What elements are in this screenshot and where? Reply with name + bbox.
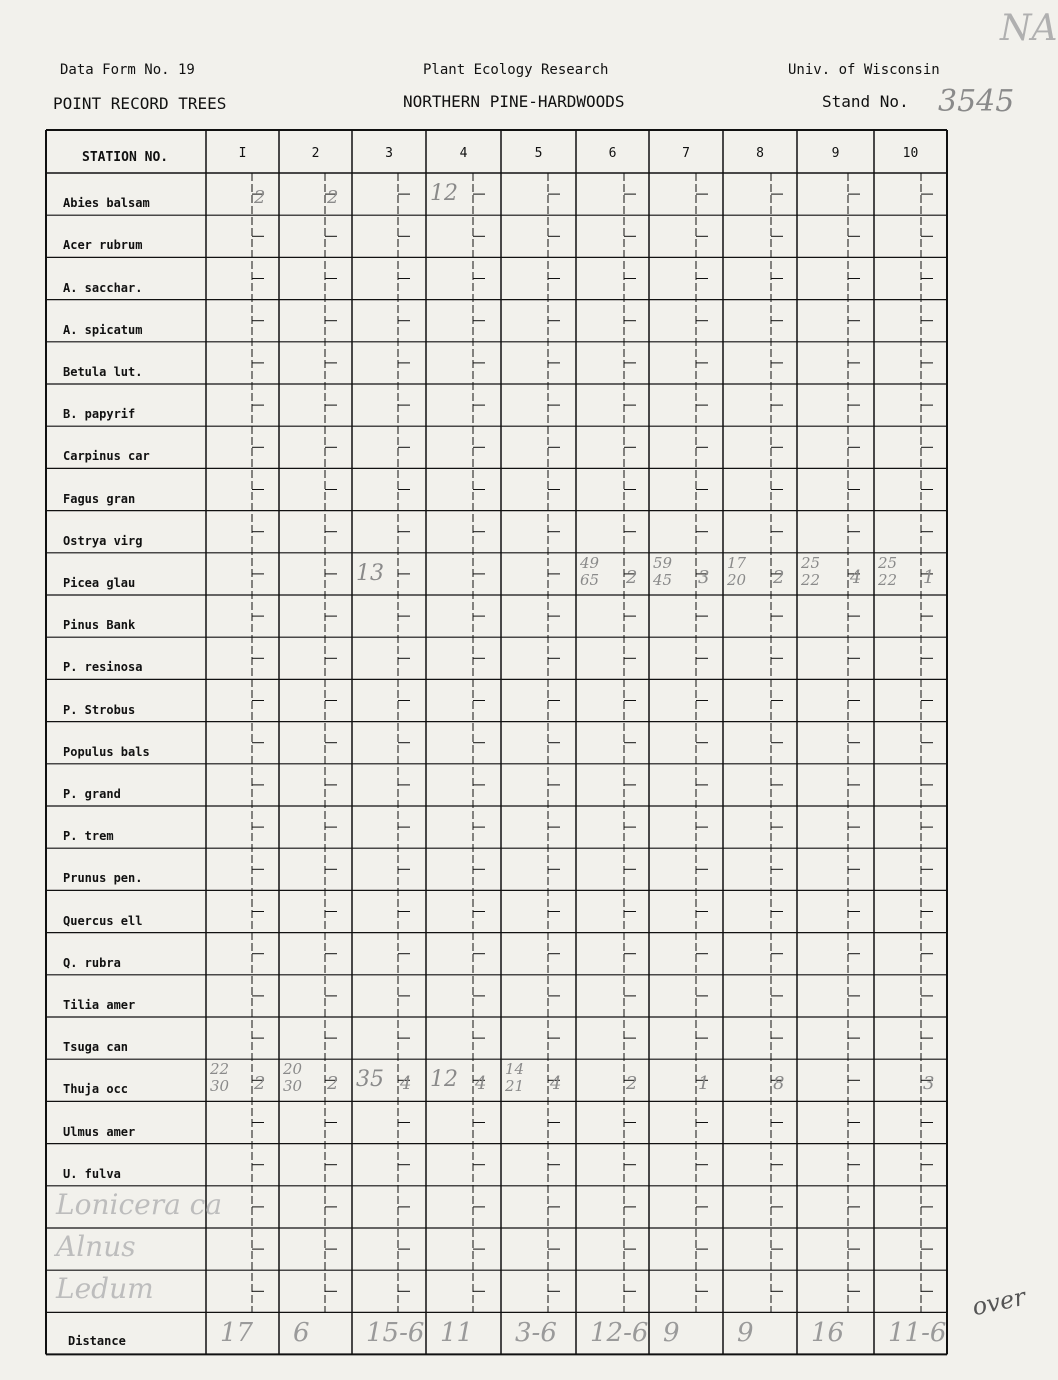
species-label: Acer rubrum [63,238,143,253]
pencil-entry: 4 [400,1073,412,1095]
pencil-entry: 2 [626,566,638,588]
pencil-entry: 25 22 [801,553,821,589]
pencil-entry: 13 [356,560,384,586]
pencil-entry: 1 [698,1073,710,1095]
station-number: 2 [311,146,320,161]
pencil-entry: 2 [327,187,339,208]
pencil-entry: 3 [698,566,710,588]
margin-note: over [969,1282,1029,1322]
pencil-entry: 2 [773,566,785,588]
distance-value: 3-6 [515,1318,557,1349]
pencil-entry: 2 [254,1073,266,1095]
distance-value: 16 [811,1318,845,1349]
pencil-entry: 4 [550,1073,562,1095]
distance-value: 15-6 [366,1318,425,1349]
species-label: A. spicatum [63,322,143,337]
species-label: U. fulva [63,1166,121,1181]
species-label: P. trem [63,829,114,844]
corner-mark: NA [1000,8,1058,49]
pencil-entry: 3 [923,1073,935,1095]
station-number: 9 [831,146,840,161]
station-number: 8 [756,146,764,161]
species-label: Q. rubra [63,955,121,970]
species-label: Quercus ell [63,913,143,928]
stand-number-value: 3545 [938,84,1015,119]
pencil-entry: 22 30 [210,1060,230,1096]
station-number: 10 [902,146,919,161]
species-label: Fagus gran [63,491,136,506]
pencil-entry: 2 [626,1073,638,1095]
pencil-entry: 59 45 [653,553,673,589]
species-label: A. sacchar. [63,280,143,295]
pencil-entry: 17 20 [727,553,747,589]
pencil-entry: 49 65 [580,553,600,589]
pencil-entry: 14 21 [505,1060,525,1096]
species-label: P. grand [63,786,121,801]
station-number: 3 [385,146,393,161]
species-label: Picea glau [63,575,136,590]
species-label: Pinus Bank [63,618,136,633]
distance-value: 6 [293,1318,310,1349]
station-number: I [238,146,247,161]
species-label: Tilia amer [63,997,136,1012]
species-label: Ulmus amer [63,1124,136,1139]
species-label: P. Strobus [63,702,136,717]
pencil-entry: 12 [430,1067,458,1093]
species-label: Abies balsam [63,196,150,211]
station-number: 7 [682,146,690,161]
pencil-entry: 1 [923,566,935,588]
pencil-entry: 8 [773,1073,785,1095]
station-number: 6 [608,146,617,161]
research-title: Plant Ecology Research [423,62,609,78]
station-header: STATION NO. [82,150,169,165]
distance-value: 11-6 [888,1318,947,1349]
distance-value: 9 [737,1318,754,1349]
distance-value: 11 [440,1318,474,1349]
pencil-entry: 12 [430,181,458,206]
handwritten-species: Lonicera ca [56,1187,223,1221]
species-label: Thuja occ [63,1082,129,1097]
distance-value: 17 [220,1318,254,1349]
distance-value: 12-6 [590,1318,649,1349]
species-label: P. resinosa [63,660,143,675]
species-label: B. papyrif [63,407,136,422]
pencil-entry: 4 [475,1073,487,1095]
handwritten-species: Alnus [56,1230,136,1263]
stand-label: Stand No. [822,92,909,111]
station-number: 4 [459,146,468,161]
pencil-entry: 35 [356,1067,384,1093]
distance-value: 9 [663,1318,680,1349]
pencil-entry: 20 30 [283,1060,303,1096]
species-label: Ostrya virg [63,533,143,548]
pencil-entry: 25 22 [878,553,898,589]
species-label: Tsuga can [63,1040,129,1055]
university-name: Univ. of Wisconsin [788,62,940,78]
form-title: POINT RECORD TREES [53,94,227,113]
handwritten-species: Ledum [56,1272,154,1306]
pencil-entry: 4 [850,566,862,588]
station-number: 5 [534,146,543,161]
forest-type: NORTHERN PINE-HARDWOODS [403,92,625,111]
species-label: Prunus pen. [63,871,143,886]
species-label: Carpinus car [63,449,150,464]
pencil-entry: 2 [254,187,266,208]
species-label: Betula lut. [63,364,143,379]
pencil-entry: 2 [327,1073,339,1095]
species-label: Populus bals [63,744,150,759]
form-number: Data Form No. 19 [60,62,195,78]
distance-label: Distance [68,1334,126,1349]
